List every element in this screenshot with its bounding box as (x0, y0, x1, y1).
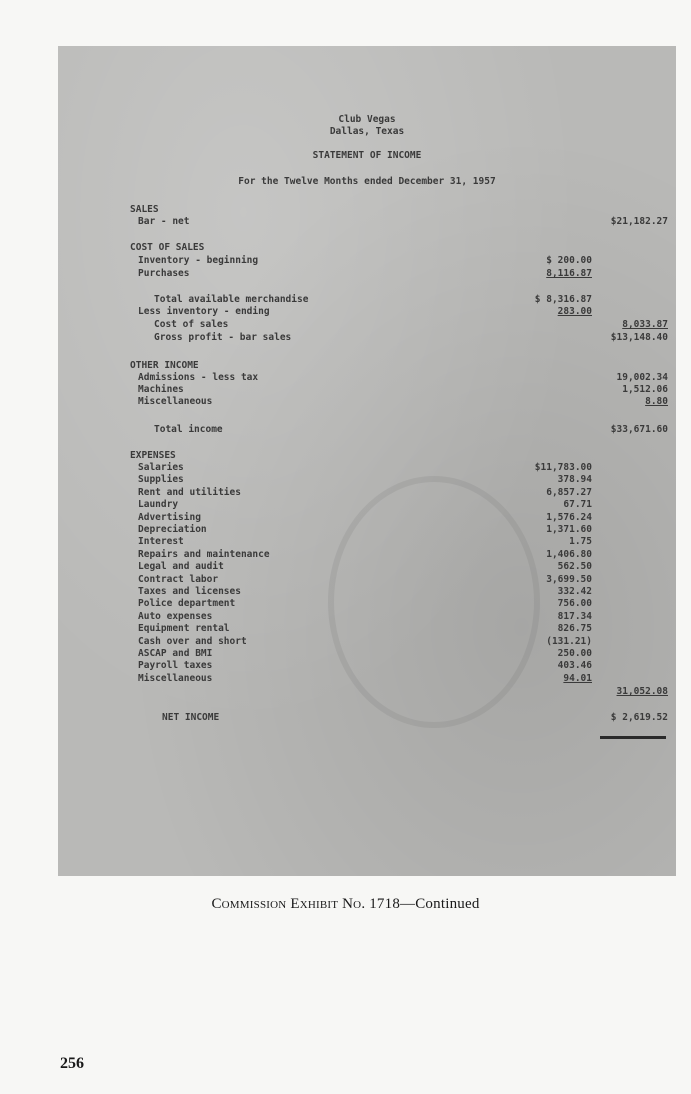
sales-row (58, 216, 676, 229)
expense-amount: 67.71 (563, 499, 592, 511)
machines-label: Machines (138, 384, 184, 395)
sales-total: $21,182.27 (610, 216, 668, 227)
net-income-row (58, 712, 676, 725)
business-name: Club Vegas (338, 114, 396, 125)
expense-amount: 250.00 (557, 648, 592, 659)
expense-row (58, 474, 676, 487)
expense-label: Interest (138, 536, 184, 548)
purchases-row (58, 268, 676, 281)
expense-row (58, 611, 676, 624)
expense-amount: 3,699.50 (546, 573, 592, 585)
exhibit-caption-title: Commission Exhibit No. 1718 (211, 896, 401, 912)
income-statement (58, 46, 676, 876)
expense-label: Repairs and maintenance (138, 548, 270, 560)
purchases-label: Purchases (138, 268, 190, 279)
total-income-label: Total income (154, 424, 223, 435)
total-income-row (58, 424, 676, 437)
total-available-amount: $ 8,316.87 (534, 294, 592, 305)
inventory-beginning-row (58, 255, 676, 268)
expense-label: ASCAP and BMI (138, 648, 213, 659)
expense-amount: 1,371.60 (546, 524, 592, 535)
expense-row (58, 623, 676, 636)
expense-row (58, 487, 676, 500)
net-income-double-rule (600, 736, 666, 739)
misc-income-total: 8.80 (645, 396, 668, 407)
admissions-row (58, 372, 676, 385)
cost-heading-row (58, 242, 676, 255)
gross-profit-total: $13,148.40 (610, 332, 668, 343)
expense-row (58, 598, 676, 611)
expense-row (58, 499, 676, 512)
other-income-heading: OTHER INCOME (130, 360, 199, 371)
cost-of-sales-label: Cost of sales (154, 319, 229, 330)
total-available-label: Total available merchandise (154, 294, 309, 305)
expense-label: Police department (138, 598, 236, 610)
expense-label: Contract labor (138, 573, 219, 585)
total-income-total: $33,671.60 (610, 424, 668, 435)
expense-label: Advertising (138, 511, 201, 523)
admissions-label: Admissions - less tax (138, 372, 259, 383)
misc-income-label: Miscellaneous (138, 396, 213, 407)
inventory-beginning-label: Inventory - beginning (138, 255, 259, 266)
expense-label: Legal and audit (138, 561, 224, 573)
expense-amount: 1.75 (569, 536, 592, 548)
expense-label: Depreciation (138, 524, 207, 535)
expense-amount: 332.42 (557, 586, 592, 597)
expense-label: Auto expenses (138, 610, 213, 622)
expense-row (58, 462, 676, 475)
inventory-beginning-amount: $ 200.00 (546, 255, 592, 266)
less-inventory-row (58, 306, 676, 319)
expense-label: Rent and utilities (138, 486, 241, 498)
business-location: Dallas, Texas (329, 126, 405, 137)
expense-amount: 1,576.24 (546, 511, 592, 523)
expense-row (58, 660, 676, 673)
net-income-total: $ 2,619.52 (610, 712, 668, 723)
expense-amount: 403.46 (557, 660, 592, 672)
expense-row (58, 549, 676, 562)
expense-amount: 817.34 (557, 610, 592, 622)
expense-amount: 94.01 (563, 672, 592, 684)
admissions-total: 19,002.34 (616, 372, 668, 383)
cost-of-sales-total: 8,033.87 (622, 319, 668, 330)
expense-row (58, 648, 676, 661)
gross-profit-label: Gross profit - bar sales (154, 332, 292, 343)
expense-row (58, 673, 676, 686)
expense-label: Cash over and short (138, 635, 247, 647)
expense-row (58, 586, 676, 599)
expenses-heading-row (58, 450, 676, 463)
expense-label: Supplies (138, 474, 184, 486)
less-inventory-label: Less inventory - ending (138, 306, 270, 317)
less-inventory-amount: 283.00 (557, 306, 592, 317)
expense-amount: 826.75 (557, 623, 592, 635)
expense-row (58, 536, 676, 549)
exhibit-caption-suffix: —Continued (400, 896, 480, 912)
expense-label: Equipment rental (138, 623, 230, 635)
expense-row (58, 561, 676, 574)
machines-total: 1,512.06 (622, 384, 668, 395)
expense-amount: 562.50 (557, 561, 592, 573)
expense-amount: 1,406.80 (546, 548, 592, 560)
expense-amount: $11,783.00 (534, 462, 592, 473)
cost-heading: COST OF SALES (130, 242, 205, 253)
expenses-total-row (58, 686, 676, 699)
misc-income-row (58, 396, 676, 409)
page-number: 256 (60, 1055, 84, 1072)
exhibit-photograph (58, 46, 676, 876)
expense-label: Payroll taxes (138, 660, 213, 672)
expenses-total: 31,052.08 (616, 686, 668, 697)
purchases-amount: 8,116.87 (546, 268, 592, 279)
expense-label: Salaries (138, 462, 184, 473)
cost-of-sales-row (58, 319, 676, 332)
expense-row (58, 574, 676, 587)
sales-label: Bar - net (138, 216, 190, 227)
statement-period: For the Twelve Months ended December 31, 1957 (238, 176, 496, 187)
sales-heading-row (58, 204, 676, 217)
expense-label: Laundry (138, 499, 179, 511)
expense-row (58, 524, 676, 537)
expense-amount: 756.00 (557, 598, 592, 610)
exhibit-caption (0, 896, 691, 913)
total-available-row (58, 294, 676, 307)
expense-amount: 6,857.27 (546, 486, 592, 498)
expense-row (58, 512, 676, 525)
expense-amount: 378.94 (557, 474, 592, 486)
statement-title: STATEMENT OF INCOME (312, 150, 422, 161)
sales-heading: SALES (130, 204, 159, 215)
expense-label: Miscellaneous (138, 672, 213, 684)
gross-profit-row (58, 332, 676, 345)
expense-row (58, 636, 676, 649)
expense-label: Taxes and licenses (138, 586, 241, 597)
net-income-label: NET INCOME (162, 712, 220, 723)
machines-row (58, 384, 676, 397)
expense-amount: (131.21) (546, 635, 592, 647)
expenses-heading: EXPENSES (130, 450, 176, 461)
other-income-heading-row (58, 360, 676, 373)
